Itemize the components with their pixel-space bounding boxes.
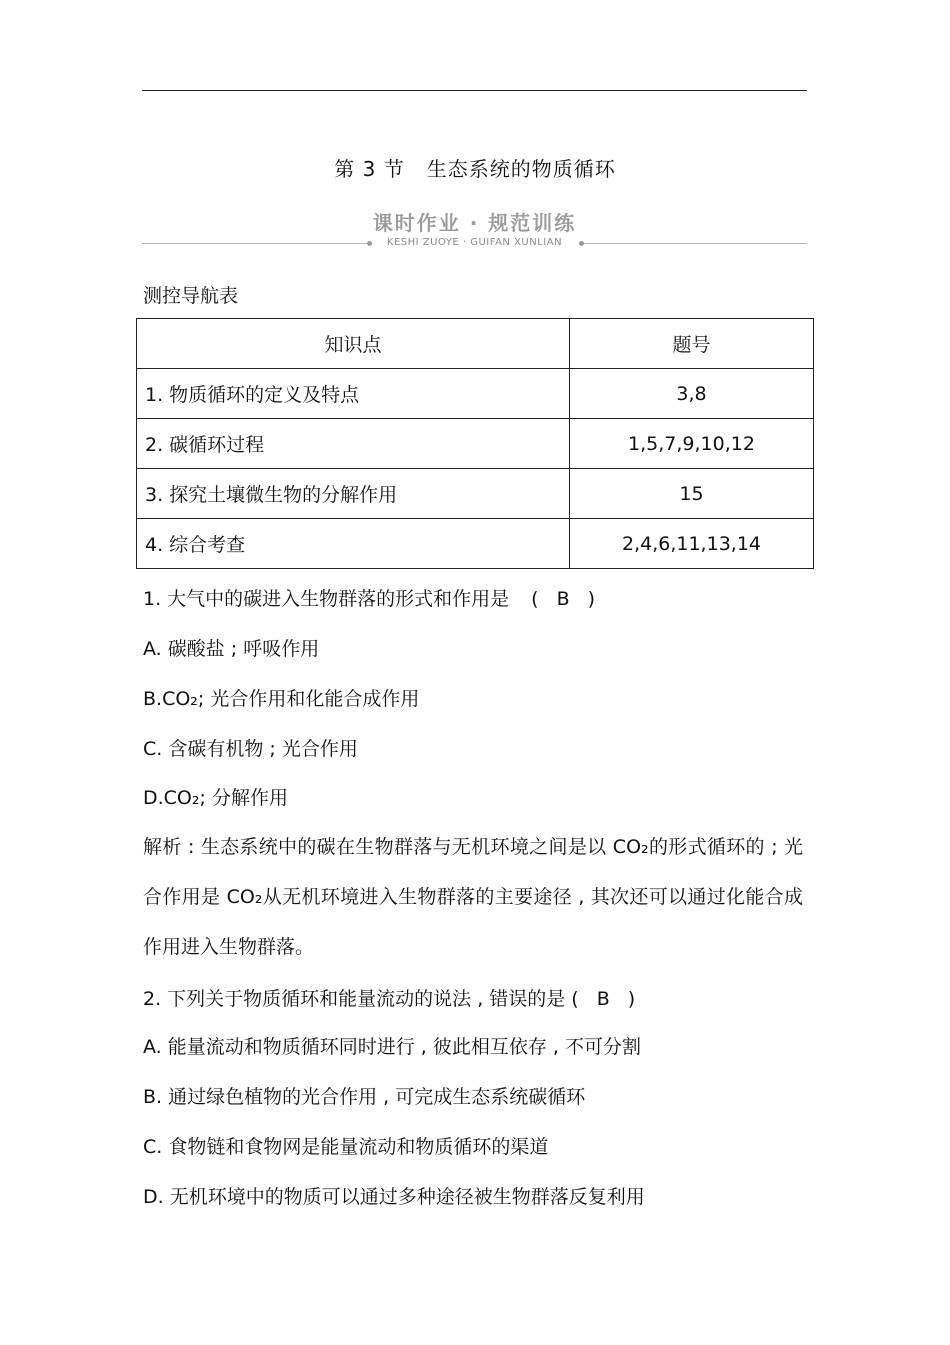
question-numbers-cell: 1,5,7,9,10,12: [570, 419, 814, 469]
knowledge-point-cell: 4. 综合考查: [137, 519, 570, 569]
answer-bracket: ( B ): [571, 988, 636, 1010]
question-1-option-d: D.CO₂; 分解作用: [143, 787, 288, 809]
knowledge-point-cell: 1. 物质循环的定义及特点: [137, 369, 570, 419]
banner-subtitle: KESHI ZUOYE · GUIFAN XUNLIAN: [386, 237, 563, 248]
question-numbers-cell: 15: [570, 469, 814, 519]
table-row: [137, 469, 814, 519]
question-1-option-b: B.CO₂; 光合作用和化能合成作用: [143, 688, 420, 710]
question-2-text: 2. 下列关于物质循环和能量流动的说法 , 错误的是: [143, 988, 566, 1010]
question-numbers-cell: 3,8: [570, 369, 814, 419]
header-rule: [142, 90, 807, 91]
question-2-option-b: B. 通过绿色植物的光合作用 , 可完成生态系统碳循环: [143, 1086, 586, 1108]
table-row: [137, 519, 814, 569]
knowledge-point-cell: 3. 探究土壤微生物的分解作用: [137, 469, 570, 519]
question-1-option-a: A. 碳酸盐 ; 呼吸作用: [143, 638, 320, 660]
page-title: [0, 153, 950, 182]
question-2-answer: B: [596, 988, 610, 1010]
question-1-text: 1. 大气中的碳进入生物群落的形式和作用是: [143, 588, 510, 610]
banner-title: 课时作业 · 规范训练: [372, 211, 577, 235]
question-1-stem: [143, 584, 595, 611]
question-1-explanation: 解析 : 生态系统中的碳在生物群落与无机环境之间是以 CO₂的形式循环的 ; 光合作用是 CO₂从无机环境进入生物群落的主要途径 , 其次还可以通过化能合成作用进入生物群落。: [143, 836, 803, 958]
section-number: 第 3 节: [334, 157, 405, 181]
question-2-option-d: D. 无机环境中的物质可以通过多种途径被生物群落反复利用: [143, 1186, 645, 1208]
question-1-answer: B: [556, 588, 570, 610]
question-1-option-c: C. 含碳有机物 ; 光合作用: [143, 738, 358, 760]
table-row: [137, 419, 814, 469]
question-2-option-c: C. 食物链和食物网是能量流动和物质循环的渠道: [143, 1136, 549, 1158]
section-name: 生态系统的物质循环: [426, 157, 616, 181]
header-knowledge-point: 知识点: [137, 319, 570, 369]
homework-banner: [142, 205, 807, 255]
nav-table: [136, 318, 814, 569]
question-2-option-a: A. 能量流动和物质循环同时进行 , 彼此相互依存 , 不可分割: [143, 1036, 641, 1058]
answer-bracket: ( B ): [531, 588, 596, 610]
question-2-stem: [143, 984, 635, 1011]
nav-table-label: 测控导航表: [143, 285, 239, 307]
table-row: [137, 369, 814, 419]
knowledge-point-cell: 2. 碳循环过程: [137, 419, 570, 469]
question-numbers-cell: 2,4,6,11,13,14: [570, 519, 814, 569]
header-question-numbers: 题号: [570, 319, 814, 369]
banner-line-right: [584, 243, 807, 244]
table-header-row: [137, 319, 814, 369]
